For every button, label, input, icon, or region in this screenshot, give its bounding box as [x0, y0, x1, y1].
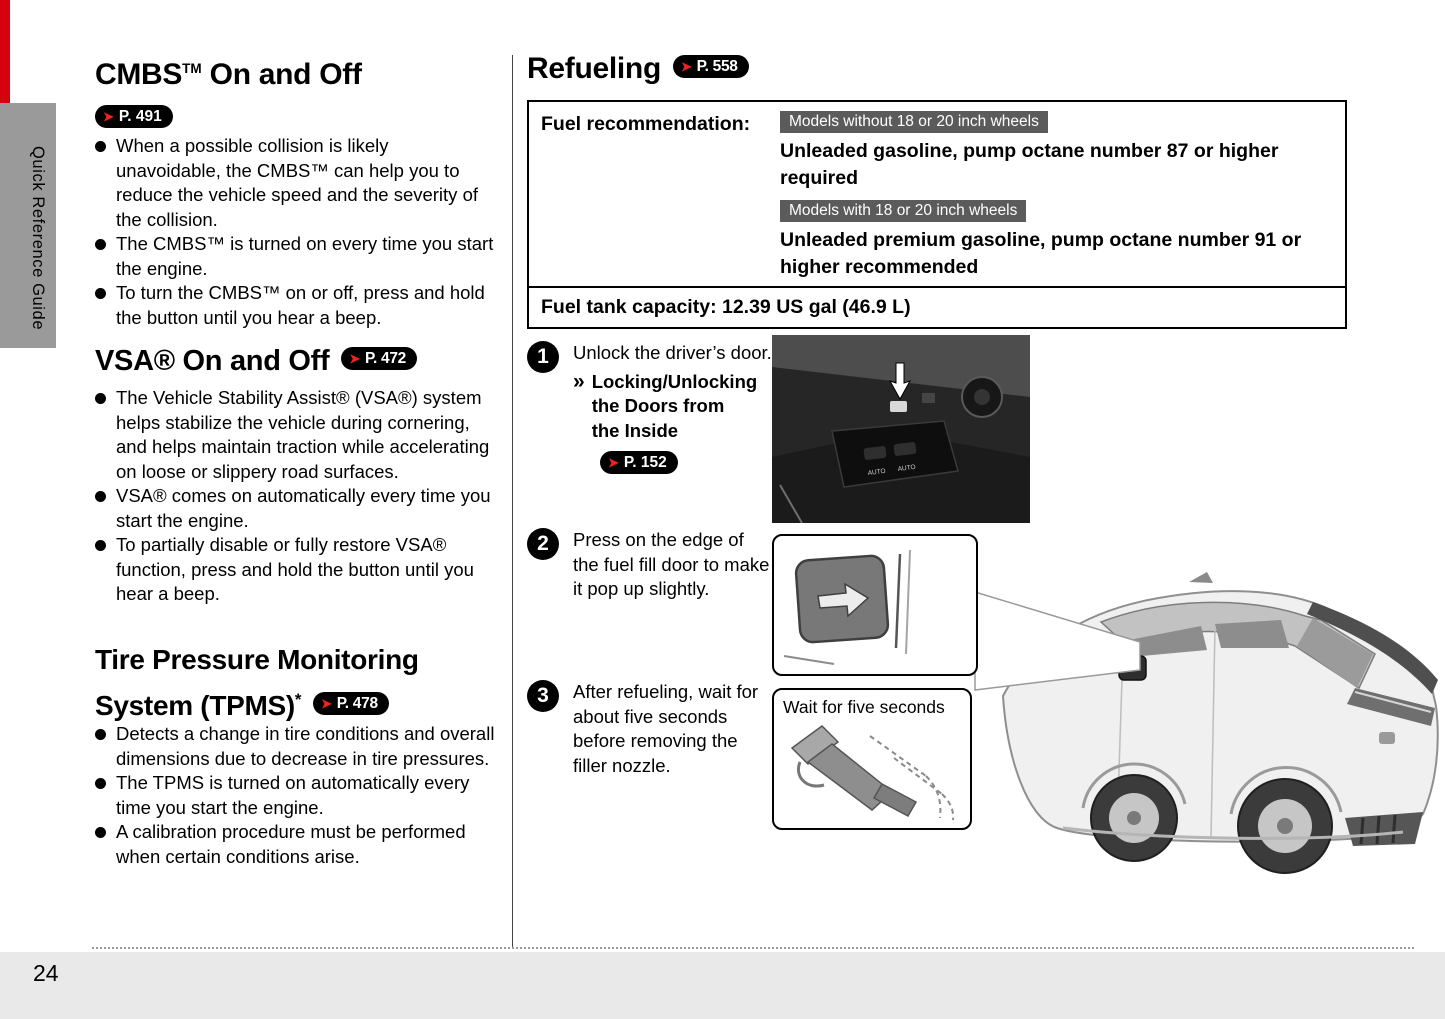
fuel-door-zoom-image	[774, 536, 974, 672]
bullet-text: The Vehicle Stability Assist® (VSA®) system helps stabilize the vehicle during cornering, and helps maintain traction while accelerating on loose or slippery road surfaces.	[116, 387, 490, 482]
bullet-item	[95, 281, 497, 330]
bullet-text: Detects a change in tire conditions and overall dimensions due to decrease in tire pressures.	[116, 723, 495, 769]
trademark-sup: TM	[182, 61, 202, 76]
section-title-tpms	[95, 640, 419, 726]
page-ref-badge-step1[interactable]	[600, 451, 678, 474]
cross-reference-arrow-icon: »	[573, 369, 585, 393]
bullet-item	[95, 771, 497, 820]
wait-caption: Wait for five seconds	[783, 697, 945, 717]
page-ref-badge-vsa[interactable]	[341, 347, 417, 370]
footer-band	[0, 952, 1445, 1019]
cross-reference-label: Locking/Unlocking the Doors from the Inside	[591, 370, 758, 441]
page-ref-badge-refueling[interactable]	[673, 55, 749, 78]
fuel-recommendation-text: Unleaded gasoline, pump octane number 87 or higher required	[780, 140, 1279, 189]
bullet-text: VSA® comes on automatically every time you start the engine.	[116, 485, 491, 531]
page-ref-arrow-icon: ➤	[321, 696, 332, 711]
page-ref-text: P. 152	[623, 453, 667, 471]
section-title-cmbs	[95, 52, 362, 92]
step-3	[527, 680, 772, 778]
step-2-number: 2	[527, 528, 559, 560]
column-divider	[512, 55, 513, 948]
bullet-item	[95, 533, 497, 607]
chapter-color-bar	[0, 0, 10, 103]
page-ref-arrow-icon: ➤	[103, 109, 114, 124]
model-variant-tag: Models without 18 or 20 inch wheels	[780, 111, 1048, 133]
bullet-icon	[95, 239, 106, 250]
bullet-icon	[95, 393, 106, 404]
fuel-tank-capacity: Fuel tank capacity: 12.39 US gal (46.9 L)	[541, 296, 911, 318]
page-ref-arrow-icon: ➤	[680, 59, 692, 74]
title-text: CMBS	[95, 58, 183, 91]
page-ref-text: P. 472	[364, 349, 406, 367]
step-3-text: After refueling, wait for about five seconds before removing the filler nozzle.	[573, 681, 759, 776]
auto-switch-label: AUTO	[867, 467, 887, 477]
footer-rule	[92, 947, 1414, 949]
step-1-number: 1	[527, 341, 559, 373]
step-1-text: Unlock the driver’s door.	[573, 342, 772, 363]
page-ref-arrow-icon: ➤	[608, 455, 619, 470]
fuel-recommendation-text: Unleaded premium gasoline, pump octane number 91 or higher recommended	[780, 229, 1302, 278]
page-ref-arrow-icon: ➤	[349, 351, 360, 366]
bullet-item	[95, 484, 497, 533]
step-1	[527, 341, 772, 474]
fuel-recommendation-box	[527, 100, 1347, 329]
asterisk-sup: *	[294, 690, 302, 709]
cross-reference-link[interactable]	[573, 370, 778, 444]
callout-pointer	[974, 590, 1142, 692]
bullet-icon	[95, 827, 106, 838]
tpms-bullet-list	[95, 722, 497, 869]
bullet-text: To turn the CMBS™ on or off, press and hold the button until you hear a beep.	[116, 282, 485, 328]
chapter-tab-label: Quick Reference Guide	[29, 146, 47, 331]
bullet-item	[95, 134, 497, 232]
title-text: On and Off	[201, 58, 362, 91]
bullet-text: A calibration procedure must be performed when certain conditions arise.	[116, 821, 466, 867]
fuel-door-zoom-box	[772, 534, 978, 676]
step-2-text: Press on the edge of the fuel fill door to make it pop up slightly.	[573, 529, 770, 599]
vsa-bullet-list	[95, 386, 497, 607]
bullet-icon	[95, 778, 106, 789]
title-text: System (TPMS)	[95, 690, 295, 721]
section-title-refueling	[527, 52, 749, 86]
section-title-vsa	[95, 344, 417, 378]
bullet-icon	[95, 729, 106, 740]
bullet-item	[95, 820, 497, 869]
title-text: Refueling	[527, 52, 661, 85]
bullet-icon	[95, 141, 106, 152]
step-2	[527, 528, 772, 602]
page-number: 24	[33, 960, 59, 986]
model-variant-tag: Models with 18 or 20 inch wheels	[780, 200, 1026, 222]
bullet-item	[95, 232, 497, 281]
page-ref-text: P. 491	[118, 107, 162, 125]
bullet-icon	[95, 540, 106, 551]
bullet-text: The CMBS™ is turned on every time you start the engine.	[116, 233, 494, 279]
bullet-item	[95, 386, 497, 484]
cmbs-bullet-list	[95, 134, 497, 330]
bullet-icon	[95, 491, 106, 502]
page-ref-text: P. 558	[696, 57, 738, 75]
bullet-item	[95, 722, 497, 771]
auto-switch-label: AUTO	[897, 463, 917, 473]
title-text: Tire Pressure Monitoring	[95, 644, 419, 675]
bullet-text: The TPMS is turned on automatically every time you start the engine.	[116, 772, 470, 818]
page-ref-text: P. 478	[336, 694, 378, 712]
fuel-recommendation-label: Fuel recommendation:	[541, 113, 751, 135]
door-panel-photo	[772, 335, 1030, 523]
page-ref-badge-tpms[interactable]	[313, 692, 389, 715]
bullet-icon	[95, 288, 106, 299]
refuel-wait-box	[772, 688, 972, 830]
bullet-text: To partially disable or fully restore VSA® function, press and hold the button until you hear a beep.	[116, 534, 474, 604]
step-3-number: 3	[527, 680, 559, 712]
fuel-nozzle-image	[774, 718, 964, 822]
bullet-text: When a possible collision is likely unavoidable, the CMBS™ can help you to reduce the vehicle speed and the severity of the collision.	[116, 135, 479, 230]
page-ref-badge-cmbs[interactable]	[95, 105, 173, 128]
title-text: VSA® On and Off	[95, 345, 330, 377]
